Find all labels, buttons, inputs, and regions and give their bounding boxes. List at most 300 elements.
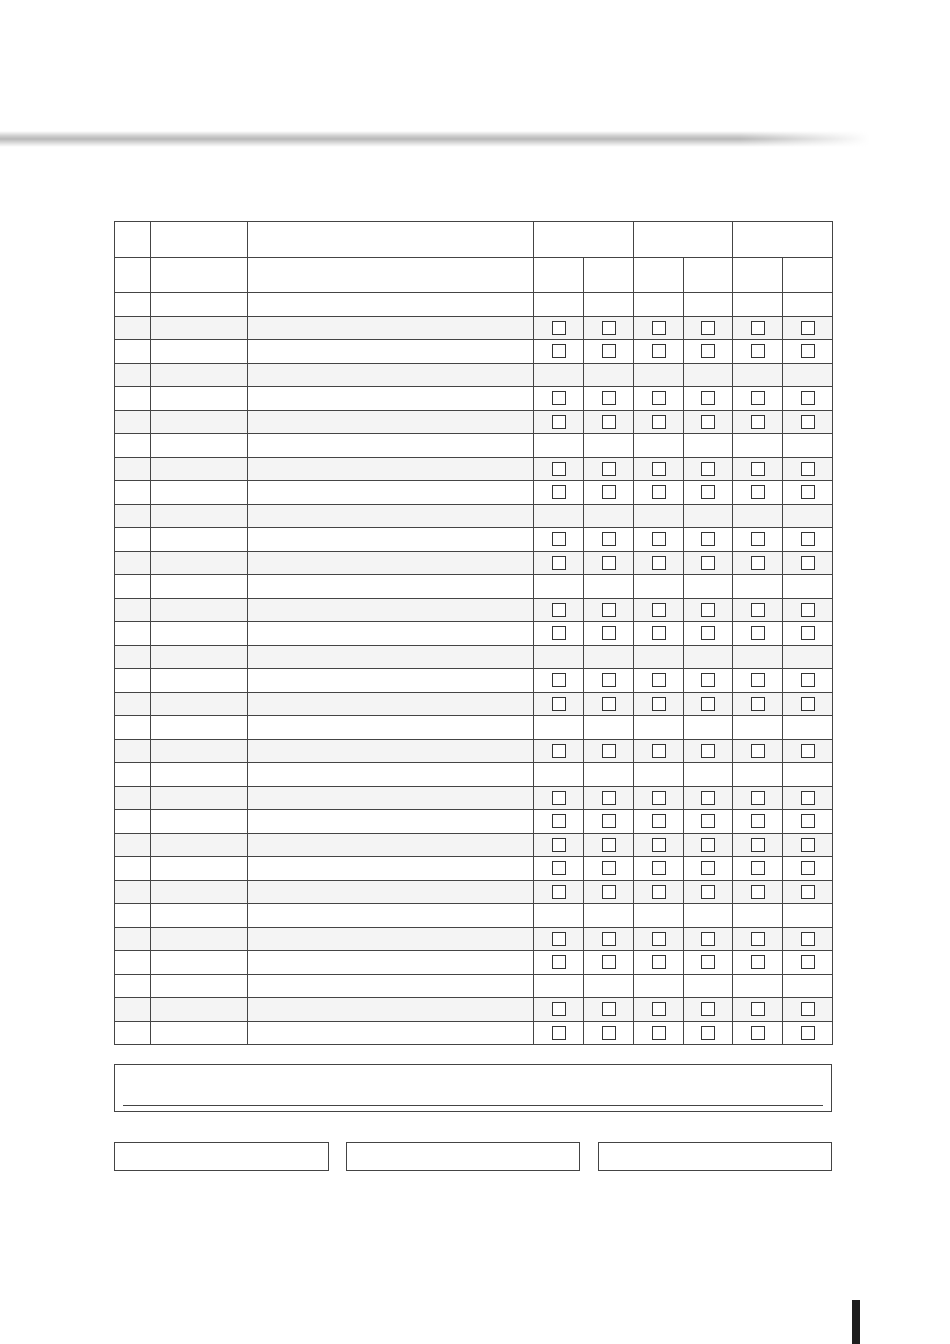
table-row	[115, 904, 833, 928]
checkbox[interactable]	[552, 391, 566, 405]
check-cell	[634, 645, 684, 669]
checkbox[interactable]	[801, 532, 815, 546]
checkbox[interactable]	[751, 462, 765, 476]
check-cell	[634, 434, 684, 458]
check-cell	[584, 833, 634, 857]
check-cell	[733, 363, 783, 387]
check-cell	[584, 692, 634, 716]
checkbox[interactable]	[552, 556, 566, 570]
row-number-cell	[115, 833, 151, 857]
check-cell	[584, 316, 634, 340]
check-cell	[684, 316, 733, 340]
checkbox[interactable]	[801, 955, 815, 969]
row-description-cell	[248, 528, 534, 552]
row-description-cell	[248, 904, 534, 928]
checkbox[interactable]	[751, 321, 765, 335]
check-cell	[584, 927, 634, 951]
table-header-row	[115, 222, 833, 258]
checkbox[interactable]	[602, 1026, 616, 1040]
checkbox[interactable]	[801, 321, 815, 335]
check-cell	[534, 504, 584, 528]
check-cell	[733, 598, 783, 622]
checkbox[interactable]	[552, 814, 566, 828]
checkbox[interactable]	[801, 556, 815, 570]
row-item-cell	[151, 316, 248, 340]
row-item-cell	[151, 387, 248, 411]
checkbox[interactable]	[652, 697, 666, 711]
check-cell	[783, 927, 833, 951]
checkbox[interactable]	[602, 603, 616, 617]
check-cell	[534, 434, 584, 458]
table-row	[115, 504, 833, 528]
row-item-cell	[151, 951, 248, 975]
checkbox[interactable]	[652, 415, 666, 429]
check-cell	[684, 504, 733, 528]
checkbox[interactable]	[701, 673, 715, 687]
check-cell	[634, 504, 684, 528]
checkbox[interactable]	[652, 603, 666, 617]
checkbox[interactable]	[652, 462, 666, 476]
checkbox[interactable]	[701, 932, 715, 946]
check-cell	[634, 316, 684, 340]
checkbox[interactable]	[751, 673, 765, 687]
row-description-cell	[248, 504, 534, 528]
checkbox[interactable]	[701, 532, 715, 546]
checkbox[interactable]	[801, 415, 815, 429]
table-row	[115, 598, 833, 622]
check-cell	[634, 904, 684, 928]
checkbox[interactable]	[652, 885, 666, 899]
checkbox[interactable]	[602, 885, 616, 899]
row-number-cell	[115, 974, 151, 998]
checkbox[interactable]	[552, 603, 566, 617]
check-cell	[684, 833, 733, 857]
check-cell	[733, 763, 783, 787]
row-item-cell	[151, 739, 248, 763]
checkbox[interactable]	[751, 932, 765, 946]
checkbox[interactable]	[552, 744, 566, 758]
check-cell	[634, 716, 684, 740]
check-cell	[584, 880, 634, 904]
check-cell	[534, 575, 584, 599]
checkbox[interactable]	[552, 485, 566, 499]
row-item-cell	[151, 904, 248, 928]
checkbox[interactable]	[701, 1002, 715, 1016]
checkbox[interactable]	[652, 955, 666, 969]
row-item-cell	[151, 622, 248, 646]
checkbox[interactable]	[602, 391, 616, 405]
check-cell	[634, 998, 684, 1022]
checkbox[interactable]	[751, 955, 765, 969]
checkbox[interactable]	[801, 932, 815, 946]
checkbox[interactable]	[602, 1002, 616, 1016]
row-item-cell	[151, 410, 248, 434]
signature-box-2[interactable]	[346, 1142, 580, 1171]
check-cell	[634, 410, 684, 434]
row-description-cell	[248, 810, 534, 834]
check-cell	[534, 340, 584, 364]
check-cell	[733, 810, 783, 834]
check-cell	[684, 598, 733, 622]
checkbox[interactable]	[801, 744, 815, 758]
row-description-cell	[248, 363, 534, 387]
checkbox[interactable]	[552, 532, 566, 546]
checkbox[interactable]	[652, 1002, 666, 1016]
row-item-cell	[151, 575, 248, 599]
row-description-cell	[248, 739, 534, 763]
check-cell	[684, 340, 733, 364]
checkbox[interactable]	[652, 932, 666, 946]
check-cell	[534, 293, 584, 317]
header-cell-group-2	[634, 222, 733, 258]
check-cell	[584, 810, 634, 834]
checkbox[interactable]	[602, 344, 616, 358]
row-item-cell	[151, 293, 248, 317]
header-cell-item	[151, 222, 248, 258]
checkbox[interactable]	[801, 814, 815, 828]
checkbox[interactable]	[552, 885, 566, 899]
check-cell	[584, 457, 634, 481]
checkbox[interactable]	[801, 885, 815, 899]
header-cell-group-3	[733, 222, 833, 258]
checkbox[interactable]	[602, 861, 616, 875]
header-rule	[0, 131, 870, 147]
check-cell	[733, 434, 783, 458]
checkbox[interactable]	[701, 697, 715, 711]
check-cell	[684, 481, 733, 505]
checkbox[interactable]	[701, 626, 715, 640]
checkbox[interactable]	[602, 744, 616, 758]
check-cell	[783, 387, 833, 411]
row-number-cell	[115, 528, 151, 552]
check-cell	[733, 669, 783, 693]
check-cell	[634, 880, 684, 904]
checkbox[interactable]	[652, 673, 666, 687]
check-cell	[584, 739, 634, 763]
check-cell	[733, 410, 783, 434]
checkbox[interactable]	[602, 955, 616, 969]
table-row	[115, 293, 833, 317]
check-cell	[783, 857, 833, 881]
row-description-cell	[248, 457, 534, 481]
check-cell	[634, 598, 684, 622]
checkbox[interactable]	[652, 1026, 666, 1040]
checkbox[interactable]	[801, 838, 815, 852]
row-number-cell	[115, 504, 151, 528]
table-row	[115, 974, 833, 998]
row-number-cell	[115, 880, 151, 904]
check-cell	[584, 669, 634, 693]
row-item-cell	[151, 363, 248, 387]
checkbox[interactable]	[751, 814, 765, 828]
check-cell	[733, 904, 783, 928]
check-cell	[733, 716, 783, 740]
row-description-cell	[248, 575, 534, 599]
checkbox[interactable]	[751, 344, 765, 358]
check-cell	[534, 387, 584, 411]
checkbox[interactable]	[652, 321, 666, 335]
checkbox[interactable]	[552, 932, 566, 946]
check-cell	[783, 598, 833, 622]
checkbox[interactable]	[801, 791, 815, 805]
check-cell	[684, 810, 733, 834]
checkbox[interactable]	[801, 344, 815, 358]
row-description-cell	[248, 692, 534, 716]
checkbox[interactable]	[602, 673, 616, 687]
checkbox[interactable]	[602, 626, 616, 640]
checklist-table	[114, 221, 833, 1045]
row-description-cell	[248, 833, 534, 857]
check-cell	[684, 363, 733, 387]
checkbox[interactable]	[552, 321, 566, 335]
row-description-cell	[248, 880, 534, 904]
checkbox[interactable]	[751, 861, 765, 875]
checkbox[interactable]	[652, 744, 666, 758]
checkbox[interactable]	[801, 1002, 815, 1016]
check-cell	[534, 692, 584, 716]
row-description-cell	[248, 481, 534, 505]
checkbox[interactable]	[602, 556, 616, 570]
checkbox[interactable]	[652, 861, 666, 875]
row-number-cell	[115, 763, 151, 787]
checkbox[interactable]	[701, 556, 715, 570]
check-cell	[783, 340, 833, 364]
checkbox[interactable]	[701, 791, 715, 805]
header-cell-number	[115, 222, 151, 258]
row-number-cell	[115, 716, 151, 740]
checkbox[interactable]	[552, 838, 566, 852]
checkbox[interactable]	[751, 532, 765, 546]
check-cell	[684, 692, 733, 716]
check-cell	[783, 904, 833, 928]
checkbox[interactable]	[552, 697, 566, 711]
row-description-cell	[248, 410, 534, 434]
check-cell	[534, 551, 584, 575]
checkbox[interactable]	[701, 955, 715, 969]
check-cell	[684, 880, 733, 904]
check-cell	[634, 927, 684, 951]
checkbox[interactable]	[751, 556, 765, 570]
check-cell	[684, 998, 733, 1022]
check-cell	[584, 998, 634, 1022]
checkbox[interactable]	[652, 838, 666, 852]
checkbox[interactable]	[751, 1002, 765, 1016]
checkbox[interactable]	[552, 462, 566, 476]
checkbox[interactable]	[751, 603, 765, 617]
checkbox[interactable]	[602, 485, 616, 499]
check-cell	[634, 833, 684, 857]
checkbox[interactable]	[801, 626, 815, 640]
row-description-cell	[248, 786, 534, 810]
check-cell	[584, 340, 634, 364]
row-item-cell	[151, 810, 248, 834]
checkbox[interactable]	[801, 603, 815, 617]
checkbox[interactable]	[801, 861, 815, 875]
checkbox[interactable]	[701, 462, 715, 476]
checkbox[interactable]	[701, 485, 715, 499]
checkbox[interactable]	[701, 861, 715, 875]
row-description-cell	[248, 340, 534, 364]
table-row	[115, 481, 833, 505]
check-cell	[634, 363, 684, 387]
checkbox[interactable]	[751, 1026, 765, 1040]
checkbox[interactable]	[751, 485, 765, 499]
checkbox[interactable]	[701, 1026, 715, 1040]
check-cell	[684, 974, 733, 998]
check-cell	[733, 998, 783, 1022]
check-cell	[733, 622, 783, 646]
row-number-cell	[115, 857, 151, 881]
row-number-cell	[115, 293, 151, 317]
checkbox[interactable]	[801, 1026, 815, 1040]
check-cell	[534, 763, 584, 787]
checkbox[interactable]	[751, 697, 765, 711]
check-cell	[684, 904, 733, 928]
check-cell	[634, 810, 684, 834]
row-item-cell	[151, 434, 248, 458]
check-cell	[584, 974, 634, 998]
row-number-cell	[115, 316, 151, 340]
checkbox[interactable]	[751, 626, 765, 640]
notes-writing-line	[123, 1105, 823, 1106]
row-item-cell	[151, 504, 248, 528]
row-description-cell	[248, 998, 534, 1022]
row-number-cell	[115, 645, 151, 669]
checkbox[interactable]	[701, 391, 715, 405]
row-item-cell	[151, 669, 248, 693]
checkbox[interactable]	[652, 344, 666, 358]
checkbox[interactable]	[652, 532, 666, 546]
check-cell	[733, 739, 783, 763]
table-row	[115, 927, 833, 951]
check-cell	[534, 739, 584, 763]
check-cell	[733, 481, 783, 505]
row-number-cell	[115, 363, 151, 387]
checkbox[interactable]	[751, 391, 765, 405]
checkbox[interactable]	[552, 415, 566, 429]
checkbox[interactable]	[801, 673, 815, 687]
check-cell	[534, 716, 584, 740]
checkbox[interactable]	[701, 321, 715, 335]
row-description-cell	[248, 974, 534, 998]
row-item-cell	[151, 528, 248, 552]
check-cell	[584, 645, 634, 669]
check-cell	[534, 974, 584, 998]
signature-box-3[interactable]	[598, 1142, 832, 1171]
checkbox[interactable]	[552, 955, 566, 969]
check-cell	[584, 598, 634, 622]
checkbox[interactable]	[652, 626, 666, 640]
checkbox[interactable]	[751, 791, 765, 805]
checkbox[interactable]	[801, 462, 815, 476]
check-cell	[733, 1021, 783, 1045]
check-cell	[733, 951, 783, 975]
table-row	[115, 528, 833, 552]
check-cell	[534, 810, 584, 834]
checkbox[interactable]	[652, 814, 666, 828]
table-row	[115, 739, 833, 763]
checkbox[interactable]	[751, 838, 765, 852]
subheader-cell	[783, 258, 833, 293]
checkbox[interactable]	[602, 321, 616, 335]
checkbox[interactable]	[801, 391, 815, 405]
checkbox[interactable]	[552, 1026, 566, 1040]
checkbox[interactable]	[701, 344, 715, 358]
checkbox[interactable]	[552, 673, 566, 687]
checkbox[interactable]	[602, 838, 616, 852]
subheader-cell	[151, 258, 248, 293]
row-number-cell	[115, 998, 151, 1022]
checkbox[interactable]	[602, 932, 616, 946]
check-cell	[733, 457, 783, 481]
checkbox[interactable]	[801, 485, 815, 499]
checkbox[interactable]	[701, 814, 715, 828]
notes-box[interactable]	[114, 1064, 832, 1112]
checkbox[interactable]	[701, 838, 715, 852]
checkbox[interactable]	[701, 603, 715, 617]
checkbox[interactable]	[652, 485, 666, 499]
checkbox[interactable]	[701, 415, 715, 429]
checkbox[interactable]	[751, 744, 765, 758]
checkbox[interactable]	[602, 791, 616, 805]
signature-box-1[interactable]	[114, 1142, 329, 1171]
checkbox[interactable]	[751, 885, 765, 899]
check-cell	[733, 504, 783, 528]
check-cell	[584, 1021, 634, 1045]
check-cell	[634, 622, 684, 646]
check-cell	[584, 575, 634, 599]
checkbox[interactable]	[751, 415, 765, 429]
checkbox[interactable]	[602, 697, 616, 711]
checkbox[interactable]	[552, 344, 566, 358]
checkbox[interactable]	[652, 556, 666, 570]
check-cell	[733, 316, 783, 340]
check-cell	[534, 598, 584, 622]
checkbox[interactable]	[652, 391, 666, 405]
check-cell	[733, 293, 783, 317]
table-row	[115, 998, 833, 1022]
row-item-cell	[151, 833, 248, 857]
header-cell-description	[248, 222, 534, 258]
check-cell	[783, 645, 833, 669]
header-cell-group-1	[534, 222, 634, 258]
checkbox[interactable]	[602, 415, 616, 429]
checkbox[interactable]	[801, 697, 815, 711]
row-description-cell	[248, 1021, 534, 1045]
row-item-cell	[151, 716, 248, 740]
table-row	[115, 622, 833, 646]
checkbox[interactable]	[602, 814, 616, 828]
check-cell	[783, 974, 833, 998]
check-cell	[534, 669, 584, 693]
check-cell	[783, 528, 833, 552]
checkbox[interactable]	[552, 791, 566, 805]
row-number-cell	[115, 810, 151, 834]
checkbox[interactable]	[701, 744, 715, 758]
check-cell	[534, 927, 584, 951]
row-item-cell	[151, 481, 248, 505]
checkbox[interactable]	[602, 532, 616, 546]
checkbox[interactable]	[552, 1002, 566, 1016]
checkbox[interactable]	[552, 626, 566, 640]
row-item-cell	[151, 786, 248, 810]
checkbox[interactable]	[652, 791, 666, 805]
subheader-cell	[733, 258, 783, 293]
checkbox[interactable]	[701, 885, 715, 899]
check-cell	[783, 692, 833, 716]
checkbox[interactable]	[552, 861, 566, 875]
checkbox[interactable]	[602, 462, 616, 476]
